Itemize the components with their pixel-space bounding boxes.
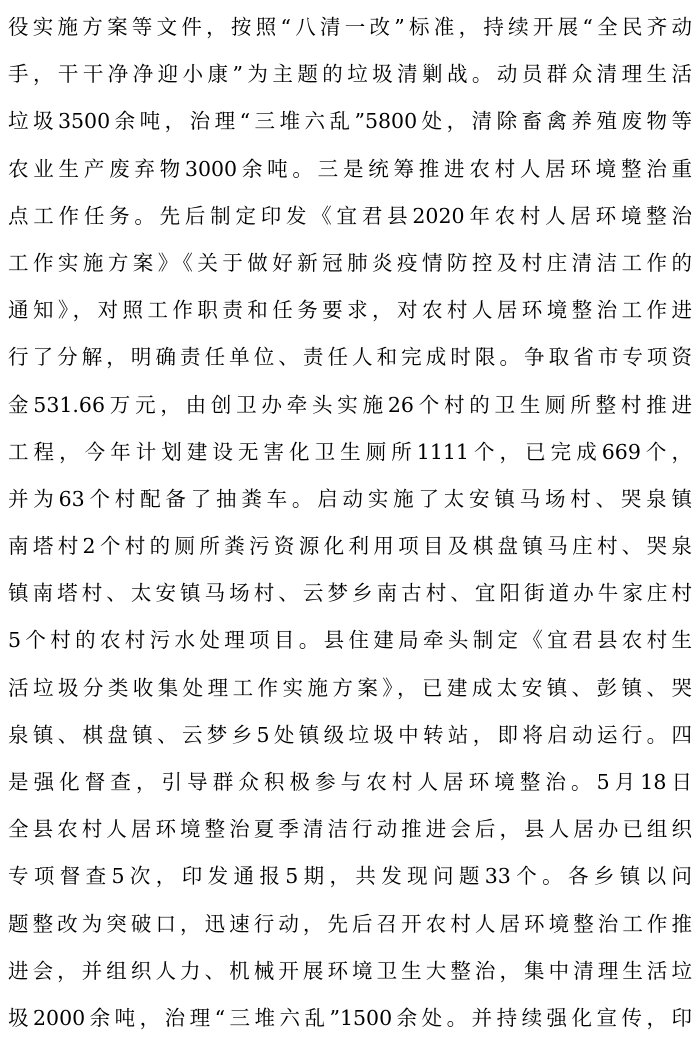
text-line: 行了分解，明确责任单位、责任人和完成时限。争取省市专项资 [8,345,692,370]
text-line: 泉镇、棋盘镇、云梦乡5处镇级垃圾中转站，即将启动运行。四 [8,722,692,747]
text-line: 役实施方案等文件，按照“八清一改”标准，持续开展“全民齐动 [8,15,692,39]
text-line: 并为63个村配备了抽粪车。启动实施了太安镇马场村、哭泉镇 [8,486,692,511]
text-line: 圾2000余吨，治理“三堆六乱”1500余处。并持续强化宣传，印 [8,1005,692,1030]
text-line: 5个村的农村污水处理项目。县住建局牵头制定《宜君县农村生 [8,628,692,653]
text-line: 工程，今年计划建设无害化卫生厕所1111个，已完成669个， [8,439,692,464]
text-line: 金531.66万元，由创卫办牵头实施26个村的卫生厕所整村推进 [8,392,692,417]
text-line: 全县农村人居环境整治夏季清洁行动推进会后，县人居办已组织 [8,817,692,842]
body-text [8,4,692,1042]
text-line: 农业生产废弃物3000余吨。三是统筹推进农村人居环境整治重 [8,156,692,181]
text-line: 南塔村2个村的厕所粪污资源化利用项目及棋盘镇马庄村、哭泉 [8,534,692,559]
text-line: 工作实施方案》《关于做好新冠肺炎疫情防控及村庄清洁工作的 [8,250,692,275]
text-line: 题整改为突破口，迅速行动，先后召开农村人居环境整治工作推 [8,911,692,936]
text-line: 活垃圾分类收集处理工作实施方案》，已建成太安镇、彭镇、哭 [8,675,692,700]
text-line: 是强化督查，引导群众积极参与农村人居环境整治。5月18日 [8,770,692,794]
text-line: 手，干干净净迎小康”为主题的垃圾清剿战。动员群众清理生活 [8,62,692,87]
text-line: 专项督查5次，印发通报5期，共发现问题33个。各乡镇以问 [8,864,692,889]
text-line: 镇南塔村、太安镇马场村、云梦乡南古村、宜阳街道办牛家庄村 [8,581,692,606]
text-line: 垃圾3500余吨，治理“三堆六乱”5800处，清除畜禽养殖废物等 [8,109,692,134]
text-line: 通知》，对照工作职责和任务要求，对农村人居环境整治工作进 [8,298,692,323]
text-line: 点工作任务。先后制定印发《宜君县2020年农村人居环境整治 [8,203,692,228]
text-line: 进会，并组织人力、机械开展环境卫生大整治，集中清理生活垃 [8,958,692,983]
